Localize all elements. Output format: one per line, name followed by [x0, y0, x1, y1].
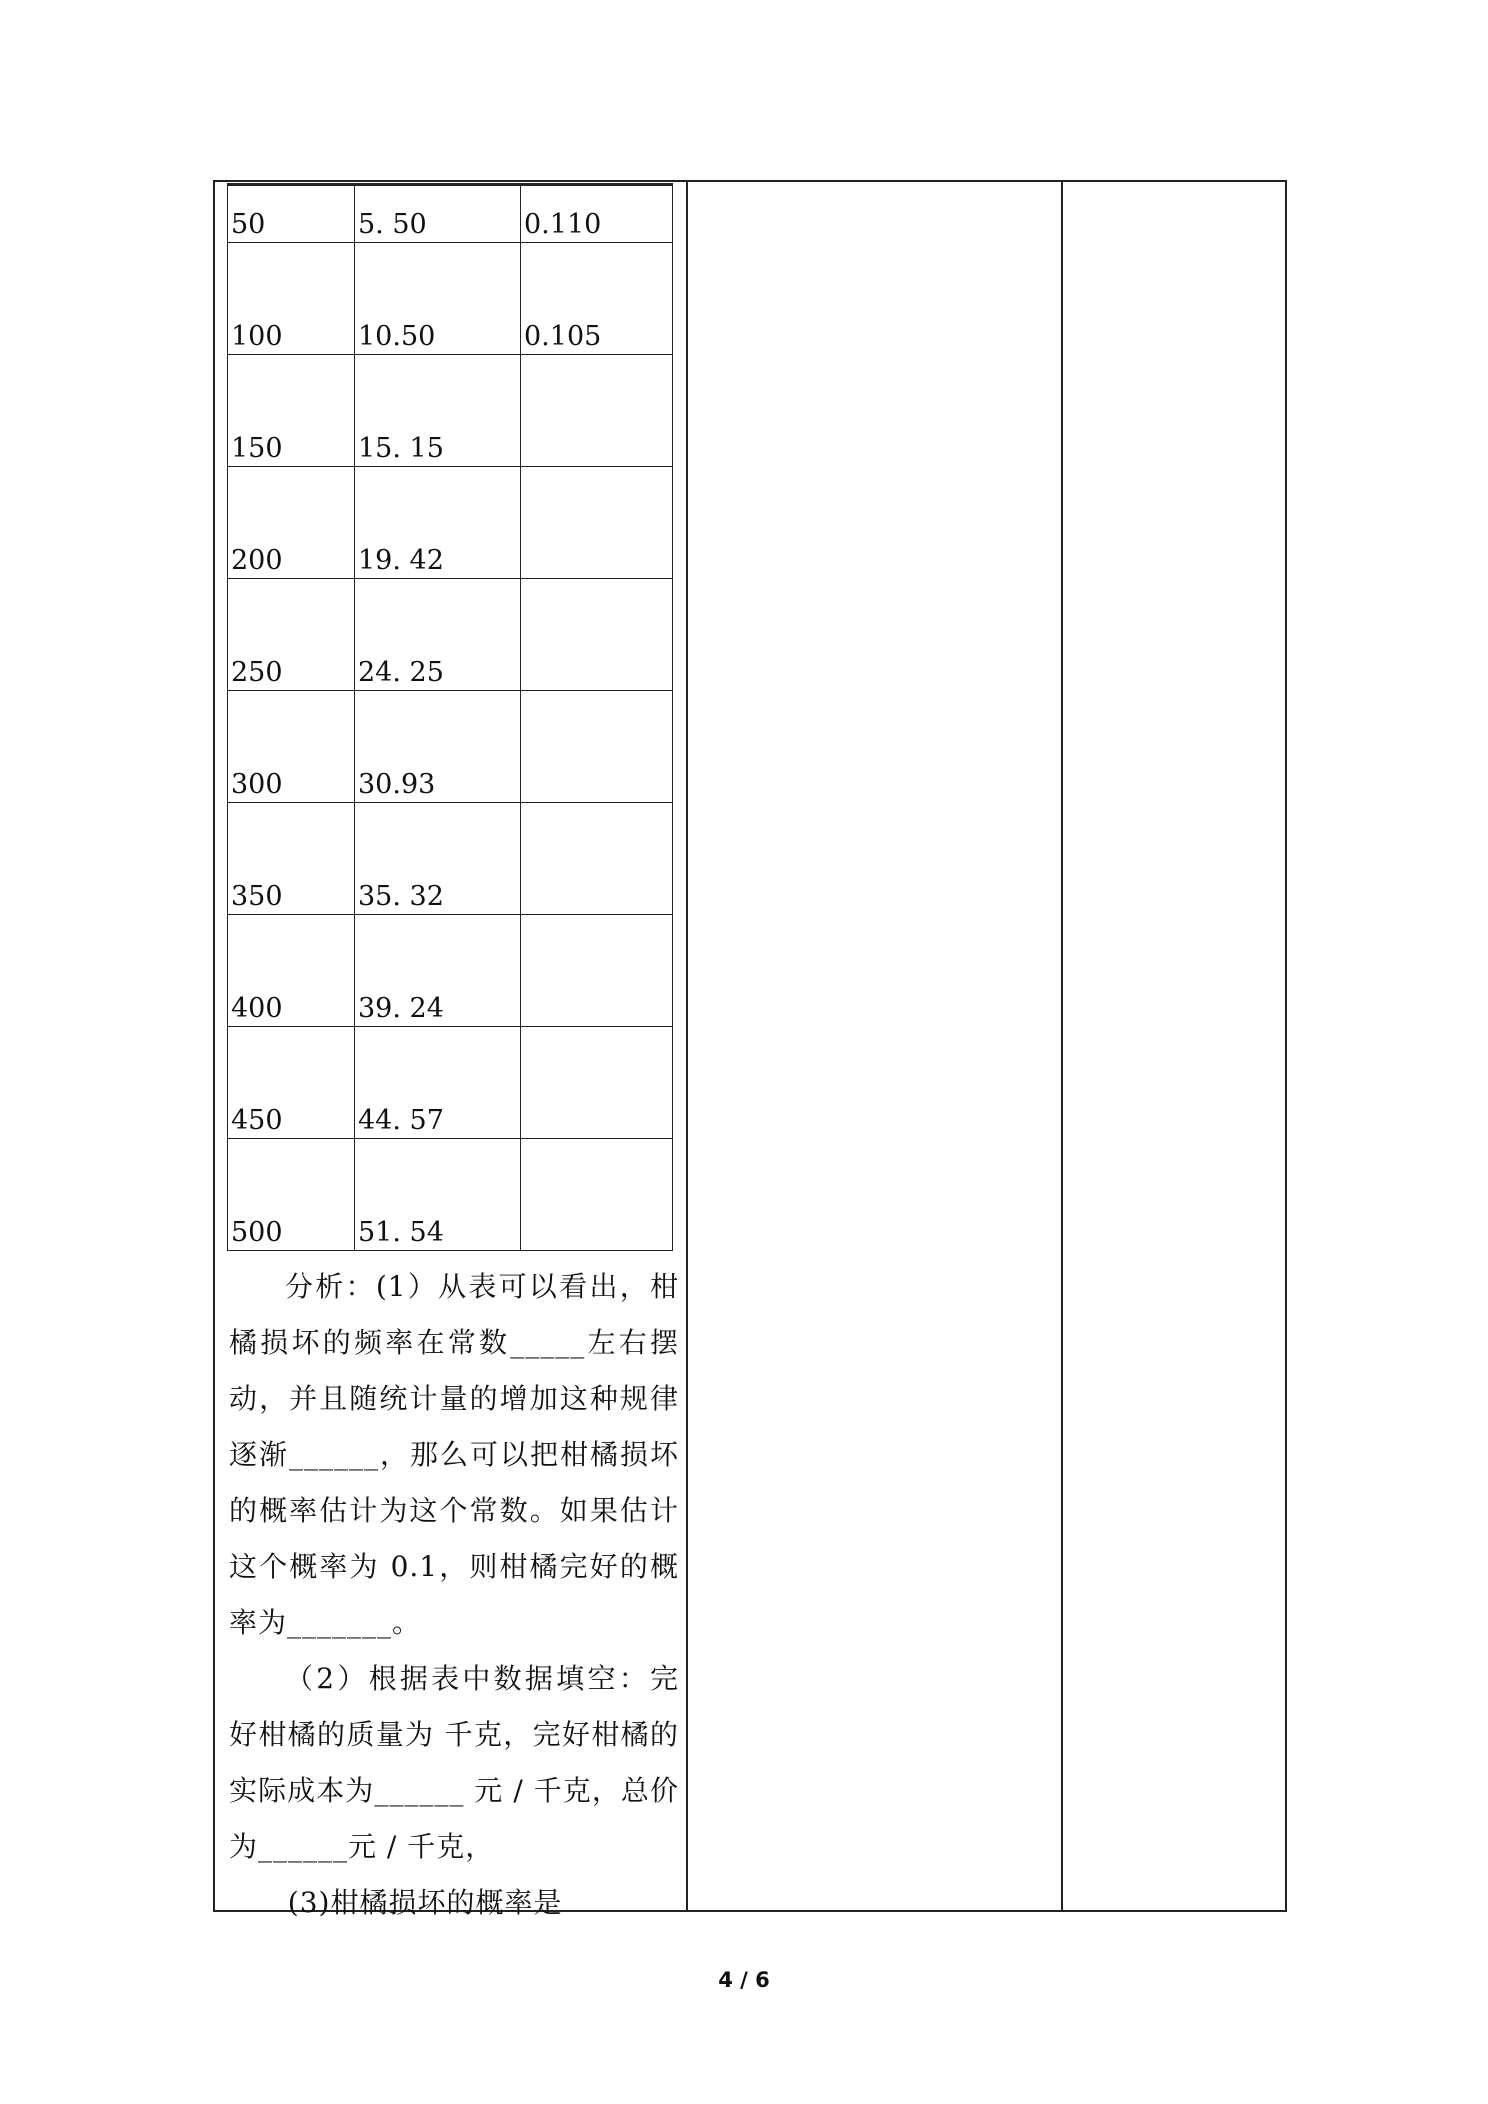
mass-cell: 15. 15	[355, 355, 521, 467]
mass-cell: 51. 54	[355, 1139, 521, 1251]
mass-cell: 30.93	[355, 691, 521, 803]
column-divider	[1061, 182, 1063, 1910]
data-table	[227, 183, 673, 1251]
count-cell: 150	[228, 355, 355, 467]
column-divider	[686, 182, 688, 1910]
mass-cell: 24. 25	[355, 579, 521, 691]
mass-cell: 35. 32	[355, 803, 521, 915]
table-row	[228, 691, 673, 803]
outer-table	[213, 180, 1287, 1919]
mass-cell: 39. 24	[355, 915, 521, 1027]
table-row	[228, 579, 673, 691]
count-cell: 100	[228, 243, 355, 355]
frequency-cell	[521, 915, 673, 1027]
frequency-cell	[521, 803, 673, 915]
analysis-paragraph-3: (3)柑橘损坏的概率是	[287, 1886, 563, 1919]
page-number: 4 / 6	[718, 1968, 770, 1992]
mass-cell: 19. 42	[355, 467, 521, 579]
table-row	[228, 1139, 673, 1251]
count-cell: 300	[228, 691, 355, 803]
table-row	[228, 243, 673, 355]
count-cell: 500	[228, 1139, 355, 1251]
count-cell: 350	[228, 803, 355, 915]
frequency-cell	[521, 467, 673, 579]
frequency-cell	[521, 691, 673, 803]
count-cell: 200	[228, 467, 355, 579]
table-row	[228, 355, 673, 467]
mass-cell: 44. 57	[355, 1027, 521, 1139]
frequency-cell	[521, 579, 673, 691]
analysis-paragraph-2: （2）根据表中数据填空：完好柑橘的质量为 千克，完好柑橘的实际成本为______ 元 / 千克，总价为______元 / 千克，	[229, 1662, 679, 1863]
mass-cell: 5. 50	[355, 185, 521, 243]
analysis-section	[229, 1259, 679, 1931]
frequency-cell	[521, 1027, 673, 1139]
mass-cell: 10.50	[355, 243, 521, 355]
count-cell: 400	[228, 915, 355, 1027]
analysis-paragraph-1: 分析：(1）从表可以看出，柑橘损坏的频率在常数_____左右摆动，并且随统计量的增加这种规律逐渐______，那么可以把柑橘损坏的概率估计为这个常数。如果估计这个概率为 0.1，则柑橘完好的概率为_______。	[229, 1270, 679, 1639]
table-row	[228, 185, 673, 243]
count-cell: 50	[228, 185, 355, 243]
frequency-cell: 0.110	[521, 185, 673, 243]
frequency-cell	[521, 1139, 673, 1251]
table-row	[228, 915, 673, 1027]
count-cell: 450	[228, 1027, 355, 1139]
table-row	[228, 1027, 673, 1139]
table-row	[228, 803, 673, 915]
frequency-cell: 0.105	[521, 243, 673, 355]
frequency-cell	[521, 355, 673, 467]
count-cell: 250	[228, 579, 355, 691]
table-row	[228, 467, 673, 579]
